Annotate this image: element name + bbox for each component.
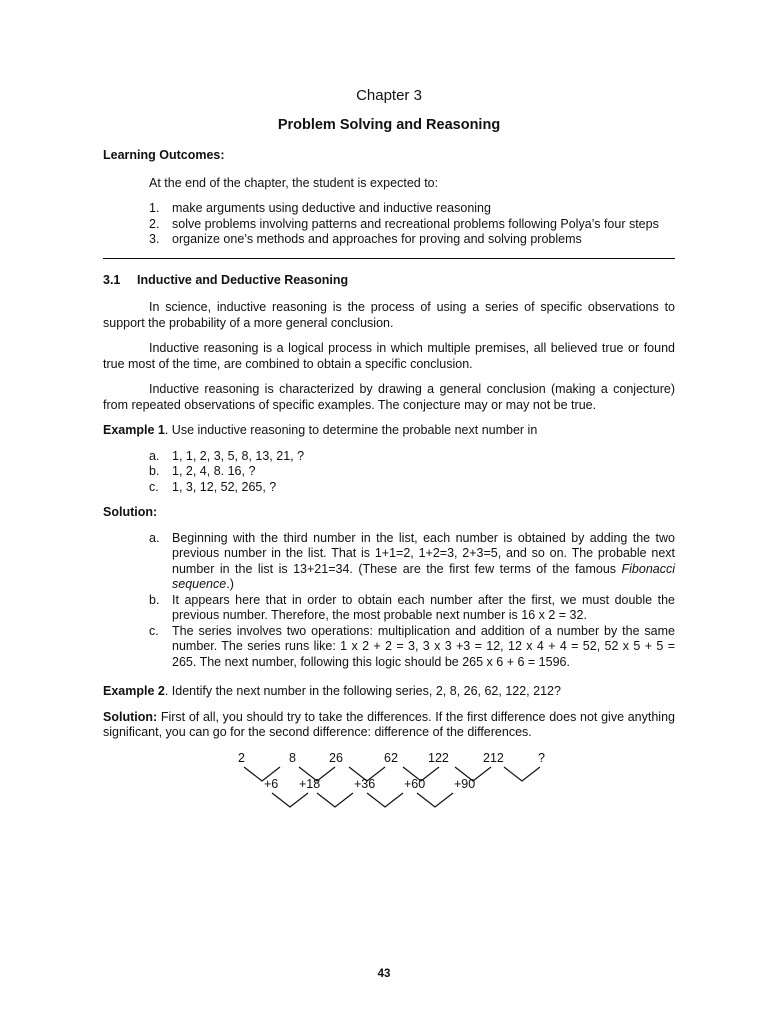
learning-outcomes-intro: At the end of the chapter, the student is expected to: — [149, 175, 439, 190]
list-item-text: 1, 2, 4, 8. 16, ? — [172, 464, 256, 478]
learning-outcomes-heading: Learning Outcomes: — [103, 148, 225, 162]
list-item-text: 1, 1, 2, 3, 5, 8, 13, 21, ? — [172, 448, 305, 463]
list-marker: c. — [149, 623, 159, 638]
difference-connectors — [103, 751, 675, 821]
list-marker: a. — [149, 448, 160, 463]
list-item-text: The series involves two operations: multiplication and addition of a number by the same number. The series runs like: 1 x 2 + 2 = 3, 3 x 3 +3 = 12, 12 x 4 + 4 = 52, 52 x 5 + 5 = 265. The next number, following this logic should be 265 x 6 + 6 = 1596. — [172, 623, 675, 669]
difference-number: +18 — [299, 776, 321, 791]
paragraph: Inductive reasoning is a logical process in which multiple premises, all believed true or found true most of the time, are combined to obtain a specific conclusion. — [103, 341, 675, 371]
example-label: Example 2 — [103, 684, 165, 698]
list-item — [103, 232, 675, 248]
list-item — [103, 593, 675, 624]
list-item — [103, 480, 675, 496]
connector-line — [299, 767, 335, 781]
list-item — [103, 531, 675, 593]
chapter-title: Problem Solving and Reasoning — [277, 116, 501, 133]
difference-number: +60 — [404, 776, 426, 791]
list-item — [103, 464, 675, 480]
list-marker: b. — [149, 464, 160, 478]
list-marker: 3. — [149, 232, 160, 246]
list-item — [103, 624, 675, 671]
connector-line — [417, 793, 453, 807]
list-item — [103, 201, 675, 217]
series-number: 8 — [289, 750, 296, 765]
list-item-text: 1, 3, 12, 52, 265, ? — [172, 479, 277, 494]
connector-line — [272, 793, 308, 807]
series-number: 212 — [483, 750, 504, 765]
list-item-text: organize one’s methods and approaches for proving and solving problems — [172, 232, 582, 246]
example-text: . Identify the next number in the following series, 2, 8, 26, 62, 122, 212? — [164, 684, 561, 698]
learning-outcomes-list — [103, 201, 675, 248]
paragraph: Inductive reasoning is characterized by drawing a general conclusion (making a conjecture) from repeated observations of specific examples. The conjecture may or may not be true. — [103, 382, 675, 412]
list-item — [103, 449, 675, 465]
list-item-text: Beginning with the third number in the list, each number is obtained by adding the two previous number in the list. That is 1+1=2, 1+2=3, 2+3=5, and so on. The probable next number in the list is 13+21=34. (These are the first few terms of the famous — [172, 530, 675, 576]
list-item-text: It appears here that in order to obtain each number after the first, we must double the previous number. Therefore, the most probable next number is 16 x 2 = 32. — [172, 592, 675, 622]
list-marker: c. — [149, 479, 159, 494]
document-page — [103, 88, 675, 821]
connector-line — [455, 767, 491, 781]
connector-line — [403, 767, 439, 781]
chapter-label: Chapter 3 — [356, 87, 422, 104]
solution-text: First of all, you should try to take the differences. If the first difference does not give anything significant, you can go for the second difference: difference of the differences. — [103, 709, 675, 739]
difference-diagram — [103, 751, 675, 821]
example-text: . Use inductive reasoning to determine the probable next number in — [164, 423, 538, 437]
connector-line — [244, 767, 280, 781]
page-number: 43 — [377, 968, 391, 980]
italic-term: Fibonacci sequence — [172, 561, 675, 591]
connector-line — [367, 793, 403, 807]
connector-line — [504, 767, 540, 781]
list-marker: b. — [149, 592, 160, 607]
list-item-text: make arguments using deductive and inductive reasoning — [172, 201, 491, 215]
series-number: 122 — [428, 750, 449, 765]
list-marker: 2. — [149, 216, 160, 231]
list-item-text-end: .) — [226, 577, 234, 591]
series-number: 26 — [329, 750, 343, 765]
connector-line — [349, 767, 385, 781]
list-item — [103, 217, 675, 233]
solution-heading: Solution: — [103, 505, 158, 519]
difference-number: +36 — [354, 776, 376, 791]
section-title: Inductive and Deductive Reasoning — [137, 272, 349, 287]
list-marker: a. — [149, 530, 160, 545]
difference-number: +6 — [264, 776, 279, 791]
section-divider — [103, 258, 675, 259]
example-label: Example 1 — [103, 423, 165, 437]
solution-1-list — [103, 531, 675, 671]
solution-2 — [103, 710, 675, 741]
example-1-list — [103, 449, 675, 496]
example-1 — [103, 423, 675, 439]
solution-label: Solution: — [103, 709, 158, 724]
difference-number: +90 — [454, 776, 476, 791]
series-number: 2 — [238, 750, 245, 765]
series-number: ? — [538, 750, 545, 765]
example-2 — [103, 684, 675, 700]
connector-line — [317, 793, 353, 807]
section-number: 3.1 — [103, 272, 121, 287]
paragraph: In science, inductive reasoning is the process of using a series of specific observations to support the probability of a more general conclusion. — [103, 300, 675, 330]
series-number: 62 — [384, 750, 398, 765]
section-heading — [103, 273, 675, 289]
list-marker: 1. — [149, 201, 160, 215]
list-item-text: solve problems involving patterns and recreational problems following Polya’s four steps — [172, 216, 659, 231]
